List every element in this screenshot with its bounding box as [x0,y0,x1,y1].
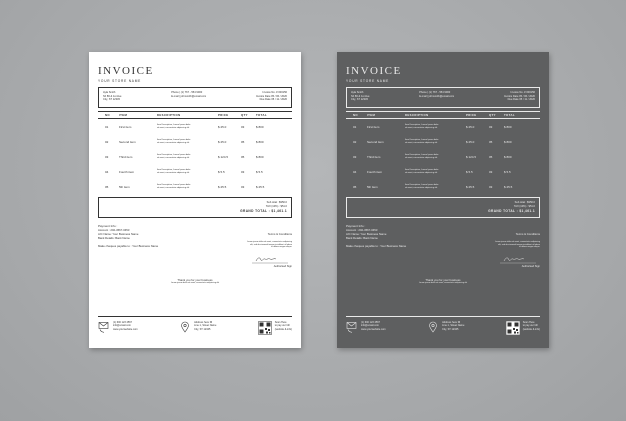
client-address-1: Sh 86 & 1st Ave [103,94,122,98]
row-total: $ 800 [504,139,512,144]
terms-area [454,224,540,269]
table-row [346,179,540,194]
payment-account-name: A/C Name: Your Business Name [346,232,387,236]
scan-line-2: (website & info) [522,327,540,331]
payment-info [98,224,158,269]
table-row [98,119,292,134]
desc-line: sit amet, consectetur adipiscing elit [157,171,190,174]
qr-code-icon [506,321,520,335]
terms-line: Lorem ipsum dolor sit amet, consectetur adipiscing [246,241,292,243]
table-row [98,134,292,149]
signature-name: Authorised Sign [521,264,540,268]
contact-phone: Phone | (1) 767 - 554 9000 [171,91,203,94]
row-item: Third item [119,154,133,159]
payment-info [346,224,406,269]
cheque-note: Make cheques payable to : Your Business Name [98,244,159,248]
row-description [157,139,218,144]
desc-line: Item Description, Lorem Ipsum dolor [405,168,439,171]
invoice-light [89,52,301,348]
client-name: Ayla Smith [103,91,116,94]
client-info [103,91,121,104]
row-item: First item [119,124,132,129]
row-no: 04 [353,169,357,174]
subtotal: Sub total : $950.0 [266,201,287,204]
row-total: $ 25.5 [256,184,265,189]
address-line-1: Line 1, Street Name [194,324,217,328]
desc-line: sit amet, consectetur adipiscing elit [157,126,190,129]
desc-line: Item Description, Lorem Ipsum dolor [405,183,439,186]
row-qty: 03 [489,184,493,189]
footer-phone: (1) 600 123 4567 [361,321,381,324]
row-qty: 05 [241,154,245,159]
footer-website: www.yourwebsite.com [361,327,386,331]
row-qty: 03 [489,169,493,174]
contact-info [171,91,206,104]
row-qty: 03 [241,124,245,129]
table-row [98,149,292,164]
payment-area [346,224,540,269]
scan-label: Scan Here [274,321,287,324]
row-total: $ 800 [504,154,512,159]
row-qty: 05 [489,154,493,159]
table-row [98,164,292,179]
thanks-sub: Lorem ipsum dolor sit amet, consectetur adipiscing elit [170,282,220,285]
col-no: NO [105,113,110,117]
subtotal: Sub total : $950.0 [514,201,535,204]
address-label: Address here fill [442,321,461,324]
row-price: $ 5.5 [218,169,225,174]
row-no: 05 [105,184,109,189]
table-row [346,119,540,134]
terms-text [454,241,540,249]
row-item: Second item [119,139,136,144]
table-row [346,134,540,149]
location-pin-icon [427,321,439,333]
payment-account: Account : 202-4567-0453 [346,228,378,232]
desc-line: sit amet, consectetur adipiscing elit [157,156,190,159]
row-total: $ 5.5 [504,169,511,174]
row-no: 03 [105,154,109,159]
invoice-date: Invoice Date 05 / 06 / 2020 [255,94,287,98]
row-item: 5th item [119,184,130,189]
col-item: ITEM [119,113,128,117]
contact-email: E-mail | johnsmith@email.com [419,94,455,98]
desc-line: sit amet, consectetur adipiscing elit [405,186,438,189]
info-box [98,87,292,108]
signature-name: Authorised Sign [273,264,292,268]
row-no: 01 [105,124,109,129]
desc-line: Item Description, Lorem Ipsum dolor [405,153,439,156]
info-box [346,87,540,108]
row-total: $ 800 [256,124,264,129]
col-description: DESCRIPTION [405,113,429,117]
thanks-block [346,279,540,286]
terms-text [206,241,292,249]
col-price: PRICE [218,113,229,117]
row-description [157,154,218,159]
row-description [405,169,466,174]
desc-line: Item Description, Lorem Ipsum dolor [157,153,191,156]
desc-line: sit amet, consectetur adipiscing elit [405,126,438,129]
invoice-meta [504,91,535,104]
row-item: Fourth item [367,169,383,174]
footer [98,316,292,340]
desc-line: sit amet, consectetur adipiscing elit [405,171,438,174]
due-date: Due Date 05 / 11 / 2020 [259,98,287,102]
footer-address [427,321,464,340]
scan-line-2: (website & info) [274,327,292,331]
row-total: $ 25.5 [504,184,513,189]
store-name: YOUR STORE NAME [98,79,142,83]
col-no: NO [353,113,358,117]
desc-line: Item Description, Lorem Ipsum dolor [157,138,191,141]
address-line-1: Line 1, Street Name [442,324,465,328]
scan-line-1: to pay our bill [522,324,538,328]
desc-line: Item Description, Lorem Ipsum dolor [405,138,439,141]
col-total: TOTAL [504,113,516,117]
footer-website: www.yourwebsite.com [113,327,138,331]
row-item: First item [367,124,380,129]
invoice-number: Invoice No. # 000156 [510,91,535,94]
address-label: Address here fill [194,321,213,324]
desc-line: Item Description, Lorem Ipsum dolor [157,183,191,186]
row-price: $ 25.5 [466,184,475,189]
row-price: $ 25.0 [466,139,475,144]
row-price: $ 124.5 [466,154,477,159]
footer-qr [506,321,540,340]
row-no: 03 [353,154,357,159]
row-description [405,184,466,189]
items-table [98,119,292,194]
due-date: Due Date 05 / 11 / 2020 [507,98,535,102]
row-description [157,184,218,189]
footer [346,316,540,340]
scan-line-1: to pay our bill [274,324,290,328]
row-price: $ 25.0 [218,124,227,129]
grand-total: GRAND TOTAL : $1,461.1 [488,209,535,213]
payment-account: Account : 202-4567-0453 [98,228,130,232]
desc-line: sit amet, consectetur adipiscing elit [157,186,190,189]
desc-line: sit amet, consectetur adipiscing elit [405,141,438,144]
row-price: $ 124.5 [218,154,229,159]
footer-contact [346,321,386,340]
row-item: Second item [367,139,384,144]
row-qty: 05 [241,139,245,144]
invoice-title: INVOICE [346,65,402,77]
col-item: ITEM [367,113,376,117]
envelope-phone-icon [98,321,110,333]
invoice-date: Invoice Date 05 / 06 / 2020 [503,94,535,98]
cheque-note: Make cheques payable to : Your Business Name [346,244,407,248]
client-address-2: City, ST 12345 [351,98,368,102]
desc-line: Item Description, Lorem Ipsum dolor [157,168,191,171]
client-info [351,91,369,104]
row-item: Fourth item [119,169,135,174]
client-address-2: City, ST 12345 [103,98,120,102]
payment-heading: Payment Info : [98,224,118,228]
row-no: 02 [105,139,109,144]
signature-image [492,253,538,265]
terms-line: Lorem ipsum dolor sit amet, consectetur adipiscing [494,241,540,243]
table-header [346,111,540,119]
row-item: 5th item [367,184,378,189]
row-price: $ 25.5 [218,184,227,189]
row-price: $ 25.0 [466,124,475,129]
footer-phone: (1) 600 123 4567 [113,321,133,324]
invoice-number: Invoice No. # 000156 [262,91,287,94]
footer-address [179,321,216,340]
terms-area [206,224,292,269]
store-name: YOUR STORE NAME [346,79,390,83]
grand-total: GRAND TOTAL : $1,461.1 [240,209,287,213]
thanks-block [98,279,292,286]
row-item: Third item [367,154,381,159]
desc-line: sit amet, consectetur adipiscing elit [405,156,438,159]
terms-label: Terms & Conditions [515,232,540,236]
address-line-2: City, ST 12345 [194,327,211,331]
totals-box [98,197,292,218]
desc-line: Item Description, Lorem Ipsum dolor [405,123,439,126]
qr-code-icon [258,321,272,335]
table-row [98,179,292,194]
desc-line: sit amet, consectetur adipiscing elit [157,141,190,144]
footer-qr [258,321,292,340]
terms-line: elit, sed do eiusmod tempor incididunt ut labore [498,243,540,246]
items-table [346,119,540,194]
footer-email: info@email.com [361,324,379,328]
invoice-dark [337,52,549,348]
address-line-2: City, ST 12345 [442,327,459,331]
terms-line: elit, sed do eiusmod tempor incididunt ut labore [250,243,292,246]
row-qty: 03 [241,184,245,189]
row-total: $ 5.5 [256,169,263,174]
signature-image [244,253,290,265]
row-description [157,124,218,129]
invoice-title: INVOICE [98,65,154,77]
terms-line: et dolore magna aliqua. [271,246,292,249]
desc-line: Item Description, Lorem Ipsum dolor [157,123,191,126]
payment-bank: Bank Details: Bank Name [346,236,378,240]
row-no: 04 [105,169,109,174]
row-description [405,124,466,129]
thanks-main: Thank you for your business [177,277,213,282]
row-total: $ 800 [256,154,264,159]
row-price: $ 5.5 [466,169,473,174]
payment-area [98,224,292,269]
row-description [405,154,466,159]
row-qty: 05 [489,139,493,144]
row-total: $ 800 [256,139,264,144]
contact-info [419,91,454,104]
envelope-phone-icon [346,321,358,333]
payment-heading: Payment Info : [346,224,366,228]
footer-email: info@email.com [113,324,131,328]
payment-bank: Bank Details: Bank Name [98,236,130,240]
row-description [157,169,218,174]
scan-label: Scan Here [522,321,535,324]
client-address-1: Sh 86 & 1st Ave [351,94,370,98]
row-no: 02 [353,139,357,144]
table-row [346,164,540,179]
tax: TAX (10%) : $51.0 [265,205,287,208]
row-qty: 03 [241,169,245,174]
col-price: PRICE [466,113,477,117]
col-qty: QTY [241,113,248,117]
payment-account-name: A/C Name: Your Business Name [98,232,139,236]
terms-label: Terms & Conditions [267,232,292,236]
row-price: $ 25.0 [218,139,227,144]
tax: TAX (10%) : $51.0 [513,205,535,208]
footer-contact [98,321,138,340]
thanks-sub: Lorem ipsum dolor sit amet, consectetur adipiscing elit [418,282,468,285]
client-name: Ayla Smith [351,91,364,94]
row-qty: 03 [489,124,493,129]
totals-box [346,197,540,218]
thanks-main: Thank you for your business [425,277,461,282]
row-total: $ 800 [504,124,512,129]
row-no: 05 [353,184,357,189]
terms-line: et dolore magna aliqua. [519,246,540,249]
col-description: DESCRIPTION [157,113,181,117]
contact-email: E-mail | johnsmith@email.com [171,94,207,98]
table-header [98,111,292,119]
table-row [346,149,540,164]
row-description [405,139,466,144]
contact-phone: Phone | (1) 767 - 554 9000 [419,91,451,94]
location-pin-icon [179,321,191,333]
col-qty: QTY [489,113,496,117]
col-total: TOTAL [256,113,268,117]
invoice-meta [256,91,287,104]
row-no: 01 [353,124,357,129]
